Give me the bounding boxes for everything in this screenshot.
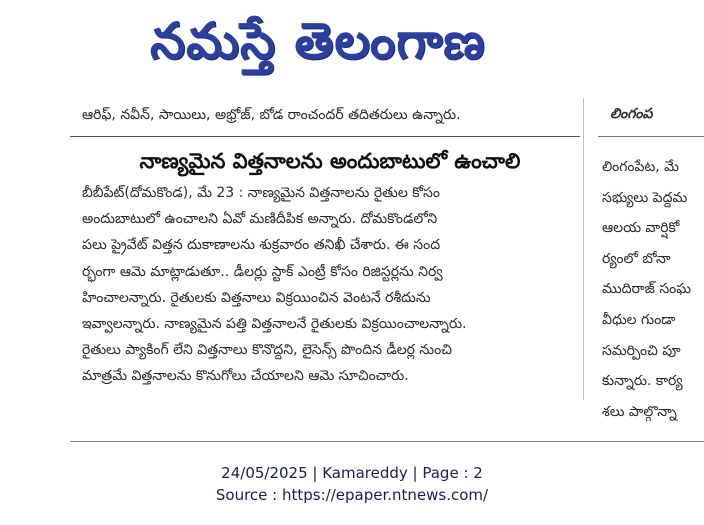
side-line: సభ్యులు పెద్దమ: [602, 189, 688, 206]
side-line: వీధుల గుండా: [602, 311, 676, 328]
body-line: ర్భంగా ఆమె మాట్లాడుతూ.. డీలర్లు స్టాక్ ఎంట్రీ కోసం రిజిస్టర్లను నిర్వ: [82, 263, 443, 280]
masthead: [0, 0, 704, 85]
side-heading-rule: [598, 136, 704, 137]
body-line: పలు ప్రైవేట్ విత్తన దుకాణాలను శుక్రవారం తనిఖీ చేశారు. ఈ సంద: [82, 237, 441, 254]
footer-source-link: Source : https://epaper.ntnews.com/: [215, 486, 489, 504]
footer-date-edition: 24/05/2025 | Kamareddy | Page : 2: [221, 464, 483, 482]
body-line: బీబీపేట్(దోమకొండ), మే 23 : నాణ్యమైన విత్తనాలను రైతుల కోసం: [82, 185, 440, 201]
side-line: ర్యంలో బోనా: [602, 250, 671, 267]
body-line: మాత్రమే విత్తనాలను కొనుగోలు చేయాలని ఆమె సూచించారు.: [82, 368, 409, 385]
body-line: రైతులు ప్యాకింగ్ లేని విత్తనాలు కొనొద్దని, లైసెన్స్ పొందిన డీలర్ల నుంచి: [82, 342, 452, 359]
article-intro-line: ఆరిఫ్, నవీన్, సాయిలు, అభ్రోజ్, బోడ రాంచందర్ తదితరులు ఉన్నారు.: [82, 107, 461, 123]
side-line: కున్నారు. కార్య: [602, 373, 683, 390]
column-divider: [583, 98, 584, 400]
side-line: సమర్పించి పూ: [602, 342, 681, 359]
side-line: లింగంపేట, మే: [602, 159, 679, 175]
source-footer: [0, 462, 704, 506]
article-headline: నాణ్యమైన విత్తనాలను అందుబాటులో ఉంచాలి: [139, 149, 521, 173]
article-body: [82, 180, 577, 390]
side-article-heading: లింగంప: [610, 106, 653, 122]
newspaper-logo: నమస్తే తెలంగాణ: [150, 11, 486, 70]
side-article-body: [602, 152, 704, 427]
body-line: అందుబాటులో ఉంచాలని ఏవో మణిదీపిక అన్నారు. దోమకొండలోని: [82, 211, 438, 228]
body-line: హించాలన్నారు. రైతులకు విత్తనాలు విక్రయించిన వెంటనే రశీదును: [82, 289, 431, 306]
side-line: ఆలయ వార్షికో: [602, 220, 680, 237]
headline-top-rule: [70, 136, 580, 137]
footer-rule: [70, 441, 704, 442]
side-line: ముదిరాజ్ సంఘ: [602, 281, 692, 298]
body-line: ఇవ్వాలన్నారు. నాణ్యమైన పత్తి విత్తనాలనే రైతులకు విక్రయించాలన్నారు.: [82, 315, 467, 332]
side-line: శలు పాల్గొన్నా: [602, 403, 677, 420]
